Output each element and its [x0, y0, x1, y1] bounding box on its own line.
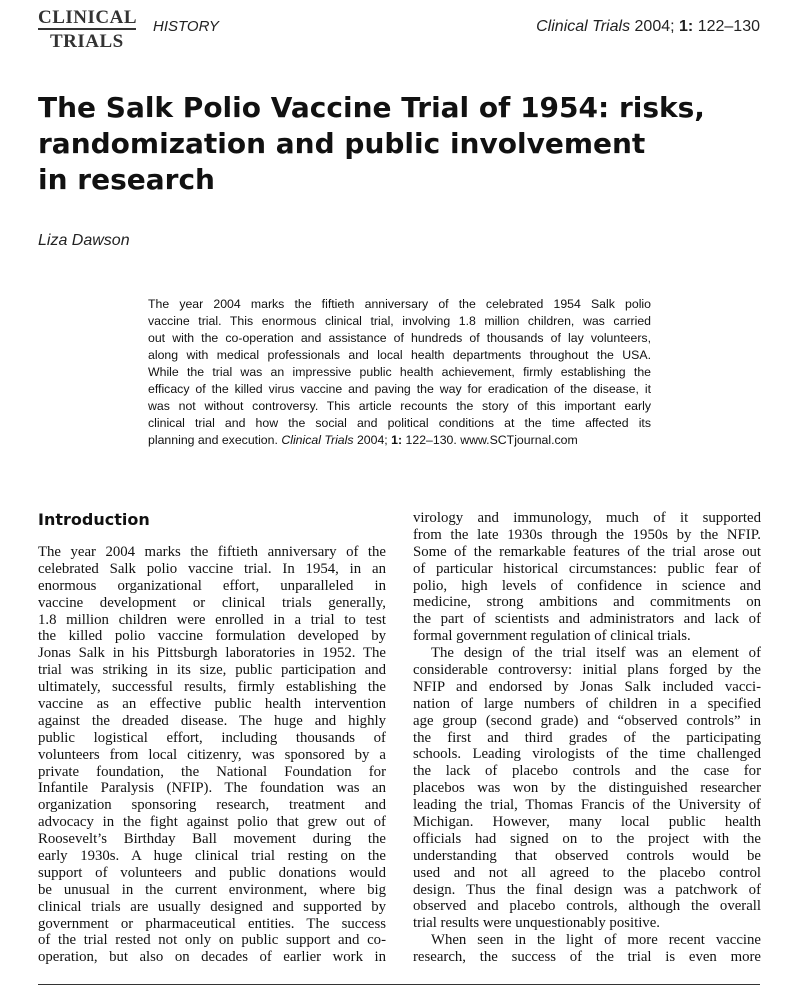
body-line: government or pharmaceutical entities. The success — [38, 915, 386, 932]
section-heading-introduction: Introduction — [38, 510, 150, 529]
body-line: placebos was won by the distinguished researcher — [413, 780, 761, 797]
body-line: medicine, strong ambitions and commitments on — [413, 594, 761, 611]
body-line: design. Thus the final design was a patchwork of — [413, 881, 761, 898]
body-line: NFIP and endorsed by Jonas Salk included vacci- — [413, 678, 761, 695]
body-line: The year 2004 marks the fiftieth anniversary of the — [38, 544, 386, 560]
body-line: observed and placebo controls, although the overall — [413, 898, 761, 915]
body-line: Infantile Paralysis (NFIP). The foundation was an — [38, 780, 386, 797]
title-line: in research — [38, 163, 215, 196]
body-line: public logistical effort, including thousands of — [38, 729, 386, 746]
right-column — [413, 510, 761, 966]
abstract-citation-line — [148, 432, 651, 449]
journal-volume: 1: — [679, 18, 694, 35]
abstract-line: clinical trial and how the social and political conditions at the time affected its — [148, 416, 651, 430]
body-line: enormous organizational effort, unparalleled in — [38, 577, 386, 594]
body-line: schools. Leading virologists of the time challenged — [413, 746, 761, 763]
body-line: clinical trials are usually designed and supported by — [38, 898, 386, 915]
body-line: the part of scientists and administrators and lack of — [413, 611, 761, 628]
body-line: Some of the remarkable features of the trial arose out — [413, 543, 761, 560]
left-column — [38, 544, 386, 966]
body-line: vaccine development or clinical trials generally, — [38, 594, 386, 611]
body-line: Roosevelt’s Birthday Ball movement during the — [38, 831, 386, 848]
body-line: celebrated Salk polio vaccine trial. In 1954, in an — [38, 560, 386, 577]
body-line: organization sponsoring research, treatment and — [38, 797, 386, 814]
body-line: nation of large numbers of children in a specified — [413, 695, 761, 712]
body-line: trial was striking in its size, public participation and — [38, 662, 386, 679]
body-line: understanding that observed controls would be — [413, 847, 761, 864]
abstract — [148, 296, 651, 449]
abstract-line: along with medical professionals and local health departments throughout the USA. — [148, 348, 651, 362]
abstract-line: The year 2004 marks the fiftieth anniversary of the celebrated 1954 Salk polio — [148, 297, 651, 311]
body-line: considerable controversy: initial plans forged by the — [413, 662, 761, 679]
body-line: trial results were unquestionably positive. — [413, 915, 660, 932]
body-line: of particular historical circumstances: public fear of — [413, 560, 761, 577]
body-line: private foundation, the National Foundation for — [38, 763, 386, 780]
abstract-last-pre: planning and execution. — [148, 433, 278, 447]
logo-line-2: TRIALS — [50, 31, 124, 52]
body-line: polio, high levels of confidence in science and — [413, 577, 761, 594]
body-line: advocacy in the fight against polio that grew out of — [38, 814, 386, 831]
title-line: randomization and public involvement — [38, 127, 646, 160]
abstract-journal-name: Clinical Trials — [281, 433, 354, 447]
body-line: used and not all agreed to the placebo control — [413, 864, 761, 881]
body-line: against the dreaded disease. The huge and highly — [38, 712, 386, 729]
body-line: age group (second grade) and “observed controls” in — [413, 712, 761, 729]
article-title — [38, 90, 705, 198]
journal-pages: 122–130 — [697, 18, 760, 35]
body-line: virology and immunology, much of it supported — [413, 510, 761, 526]
body-line: volunteers from local citizenry, was sponsored by a — [38, 746, 386, 763]
body-line: early 1930s. A huge clinical trial resting on the — [38, 848, 386, 865]
body-line: the first and third grades of the participating — [413, 729, 761, 746]
abstract-year: 2004; — [356, 433, 388, 447]
abstract-line: out with the co-operation and assistance of hundreds of thousands of lay volunteers, — [148, 331, 651, 345]
logo-line-1: CLINICAL — [38, 7, 138, 28]
body-line: formal government regulation of clinical trials. — [413, 628, 691, 645]
body-line: support of volunteers and public donations would — [38, 864, 386, 881]
journal-citation — [536, 18, 760, 36]
author-name: Liza Dawson — [38, 232, 130, 249]
body-line: vaccine as an effective public health intervention — [38, 696, 386, 713]
abstract-line: While the trial was an impressive public health achievement, firmly establishing the — [148, 365, 651, 379]
body-line: Jonas Salk in his Pittsburgh laboratories in 1952. The — [38, 645, 386, 662]
abstract-line: efficacy of the killed virus vaccine and paving the way for eradication of the disease, it — [148, 382, 651, 396]
body-line: operation, but also on decades of earlier work in — [38, 949, 386, 966]
body-line: be unusual in the current environment, where big — [38, 881, 386, 898]
abstract-line: vaccine trial. This enormous clinical trial, involving 1.8 million children, was carried — [148, 314, 651, 328]
body-line: 1.8 million children were enrolled in a trial to test — [38, 611, 386, 628]
body-line: Michigan. However, many local public health — [413, 814, 761, 831]
body-line: of the trial rested not only on public support and co- — [38, 932, 386, 949]
journal-year: 2004; — [634, 18, 675, 35]
abstract-last-post: 122–130. www.SCTjournal.com — [405, 433, 578, 447]
body-line: officials had signed on to the project with the — [413, 830, 761, 847]
body-line: the killed polio vaccine formulation developed by — [38, 628, 386, 645]
body-line: research, the success of the trial is even more — [413, 949, 761, 966]
body-line: from the late 1930s through the 1950s by the NFIP. — [413, 526, 761, 543]
body-line: ultimately, successful results, firmly establishing the — [38, 679, 386, 696]
body-line: the lack of placebo controls and the case for — [413, 763, 761, 780]
journal-name: Clinical Trials — [536, 18, 631, 35]
footer-divider — [38, 984, 760, 985]
title-line: The Salk Polio Vaccine Trial of 1954: risks, — [38, 91, 705, 124]
section-label: HISTORY — [153, 18, 219, 35]
abstract-line: was not without controversy. This article recounts the story of this important early — [148, 399, 651, 413]
journal-logo — [38, 8, 136, 51]
body-line: leading the trial, Thomas Francis of the University of — [413, 797, 761, 814]
abstract-volume: 1: — [391, 433, 403, 447]
body-line: When seen in the light of more recent vaccine — [431, 932, 761, 949]
body-line: The design of the trial itself was an element of — [431, 645, 761, 662]
